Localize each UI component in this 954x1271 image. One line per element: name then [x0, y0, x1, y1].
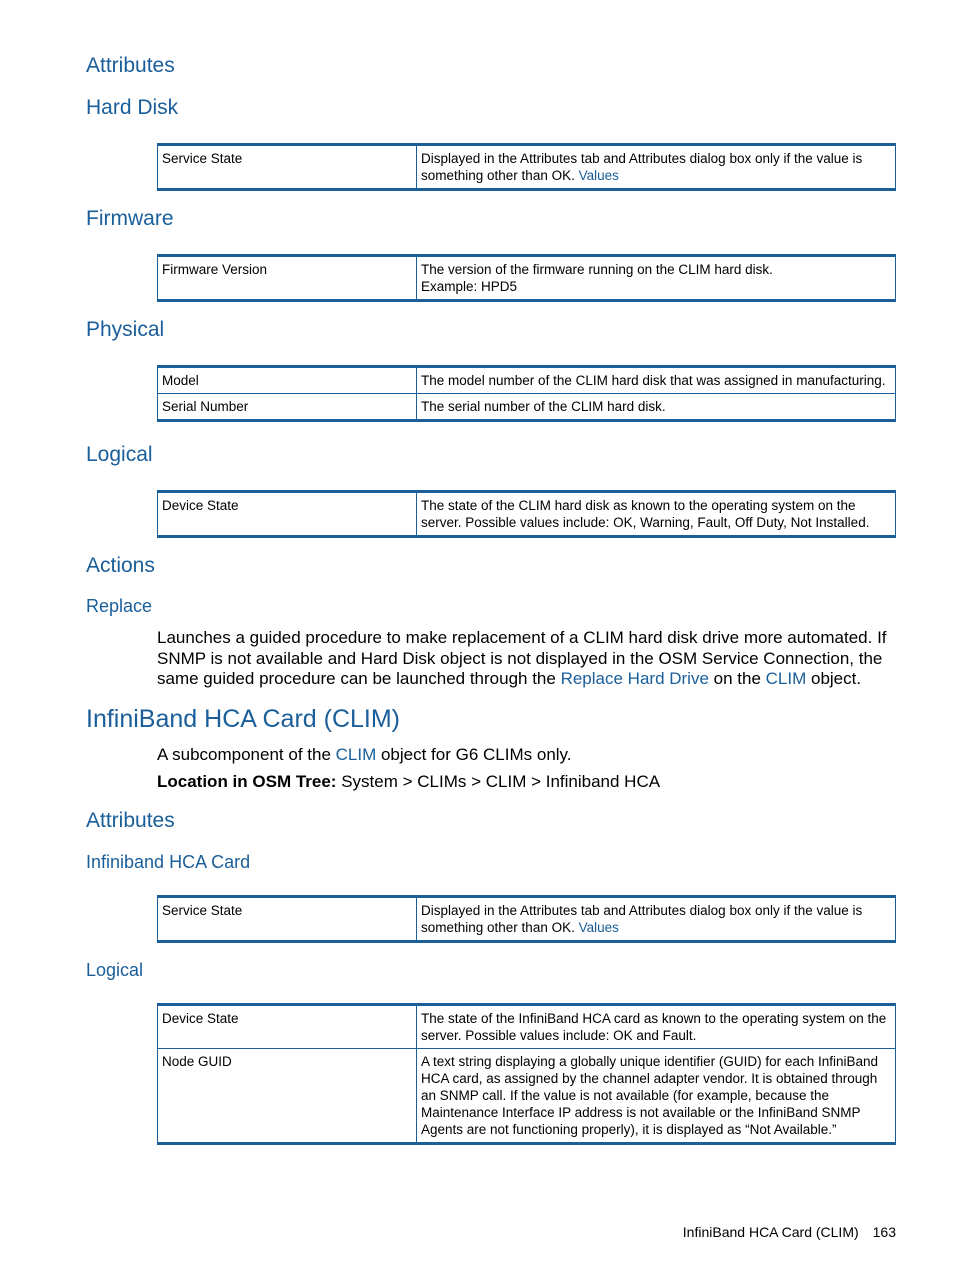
table-row — [158, 394, 896, 421]
logical-heading: Logical — [86, 443, 153, 466]
hca-card-table — [157, 895, 896, 943]
physical-heading: Physical — [86, 318, 165, 341]
table-row — [158, 145, 896, 190]
page-footer — [683, 1224, 896, 1240]
hard-disk-table — [157, 143, 896, 191]
logical-table — [157, 490, 896, 538]
firmware-table — [157, 254, 896, 302]
term-cell: Firmware Version — [158, 256, 417, 301]
term-cell: Device State — [158, 492, 417, 537]
description-cell: The version of the firmware running on the CLIM hard disk. Example: HPD5 — [417, 256, 896, 301]
values-link[interactable]: Values — [578, 168, 619, 183]
hca-logical-table — [157, 1003, 896, 1145]
location-label: Location in OSM Tree: — [157, 772, 337, 791]
replace-heading: Replace — [86, 596, 153, 616]
page-number: 163 — [872, 1224, 896, 1240]
description-cell: The state of the InfiniBand HCA card as known to the operating system on the server. Possible values include: OK and Fault. — [417, 1005, 896, 1049]
attributes-heading: Attributes — [86, 54, 175, 77]
logical-heading: Logical — [86, 960, 144, 980]
description-cell: A text string displaying a globally unique identifier (GUID) for each InfiniBand HCA card, as assigned by the channel adapter vendor. It is obtained through an SNMP call. If the value is not available (for example, because the Maintenance Interface IP address is not available or the InfiniBand SNMP Agents are not functioning properly), it is displayed as “Not Available.” — [417, 1049, 896, 1144]
table-row — [158, 256, 896, 301]
clim-link[interactable]: CLIM — [335, 745, 377, 764]
term-cell: Serial Number — [158, 394, 417, 421]
hard-disk-heading: Hard Disk — [86, 96, 179, 119]
attributes-heading: Attributes — [86, 809, 175, 832]
footer-title: InfiniBand HCA Card (CLIM) — [682, 1224, 859, 1240]
infiniband-hca-card-heading: Infiniband HCA Card — [86, 852, 251, 872]
description-cell: Displayed in the Attributes tab and Attributes dialog box only if the value is something other than OK. Values — [417, 145, 896, 190]
table-row — [158, 367, 896, 394]
description-cell: Displayed in the Attributes tab and Attributes dialog box only if the value is something other than OK. Values — [417, 897, 896, 942]
location-in-tree — [157, 772, 899, 793]
description-cell: The serial number of the CLIM hard disk. — [417, 394, 896, 421]
page-title: InfiniBand HCA Card (CLIM) — [86, 705, 401, 733]
firmware-heading: Firmware — [86, 207, 174, 230]
location-path: System > CLIMs > CLIM > Infiniband HCA — [336, 772, 661, 791]
values-link[interactable]: Values — [578, 920, 619, 935]
intro-text: A subcomponent of the CLIM object for G6 CLIMs only. — [157, 745, 572, 764]
replace-hard-drive-link[interactable]: Replace Hard Drive — [560, 669, 709, 688]
table-row — [158, 1005, 896, 1049]
term-cell: Device State — [158, 1005, 417, 1049]
term-cell: Model — [158, 367, 417, 394]
actions-heading: Actions — [86, 554, 155, 577]
table-row — [158, 1049, 896, 1144]
table-row — [158, 492, 896, 537]
term-cell: Service State — [158, 897, 417, 942]
table-row — [158, 897, 896, 942]
term-cell: Service State — [158, 145, 417, 190]
physical-table — [157, 365, 896, 422]
description-cell: The model number of the CLIM hard disk that was assigned in manufacturing. — [417, 367, 896, 394]
clim-link[interactable]: CLIM — [765, 669, 807, 688]
description-cell: The state of the CLIM hard disk as known to the operating system on the server. Possible values include: OK, Warning, Fault, Off Duty, Not Installed. — [417, 492, 896, 537]
term-cell: Node GUID — [158, 1049, 417, 1144]
replace-description: Launches a guided procedure to make replacement of a CLIM hard disk drive more automated. If SNMP is not available and Hard Disk object is not displayed in the OSM Service Connection, the same guided procedure can be launched through the Replace Hard Drive on the CLIM object. — [157, 628, 887, 688]
